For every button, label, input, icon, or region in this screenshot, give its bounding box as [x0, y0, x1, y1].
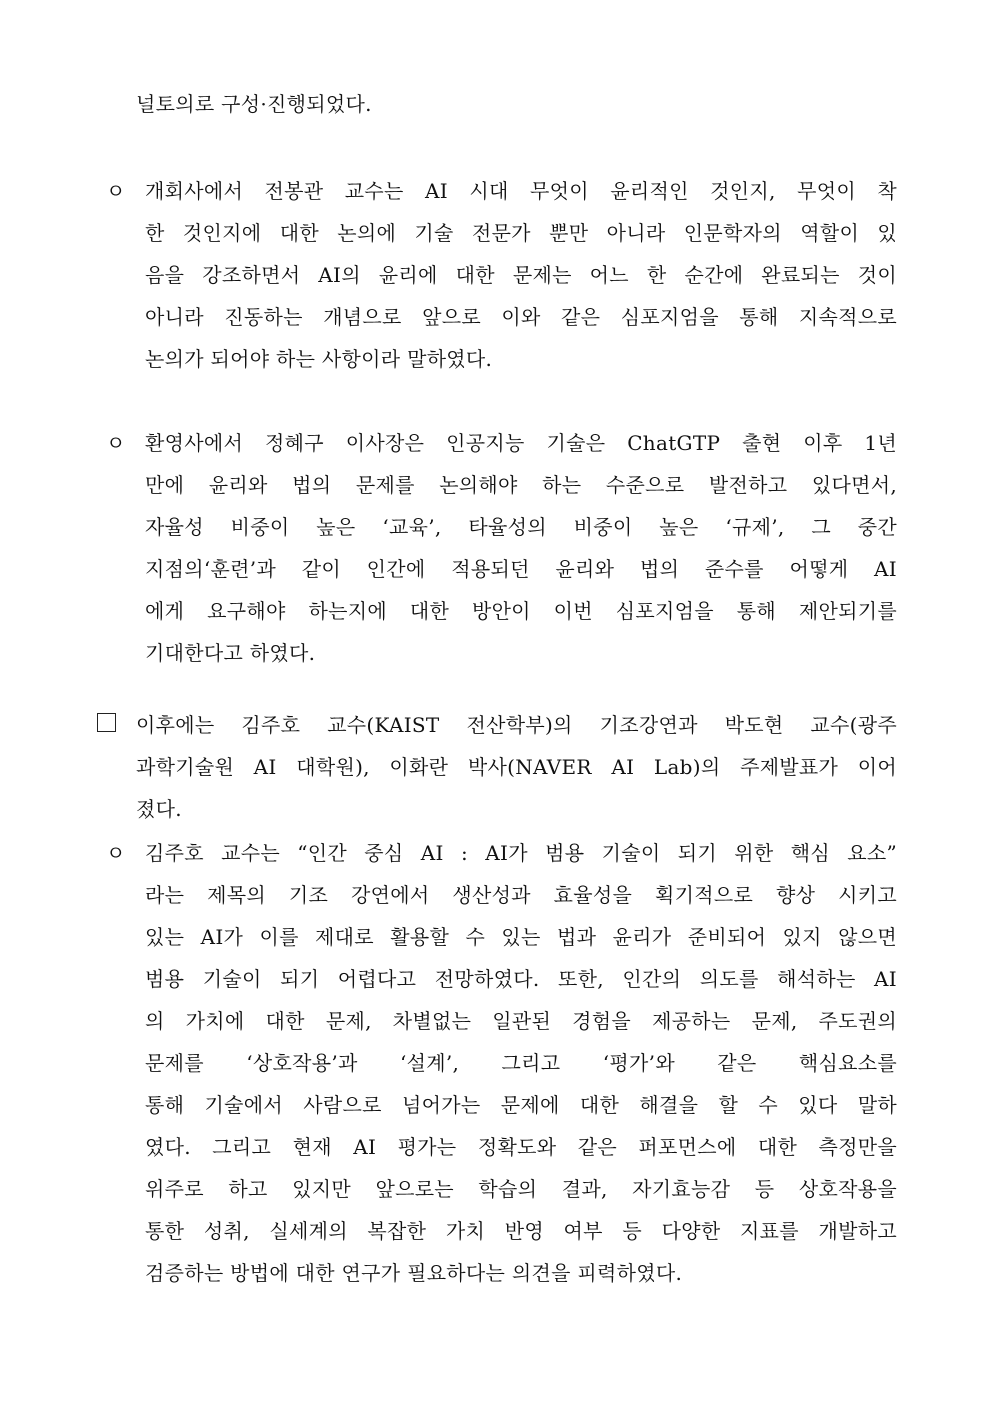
keynote-line-3: 있는 AI가 이를 제대로 활용할 수 있는 법과 윤리가 준비되어 있지 않으면 [145, 925, 897, 949]
welcome-line-6: 기대한다고 하였다. [145, 641, 316, 665]
keynote-line-8: 였다. 그리고 현재 AI 평가는 정확도와 같은 퍼포먼스에 대한 측정만을 [145, 1135, 897, 1159]
opening-line-2: 한 것인지에 대한 논의에 기술 전문가 뿐만 아니라 인문학자의 역할이 있 [145, 221, 897, 245]
keynote-line-7: 통해 기술에서 사람으로 넘어가는 문제에 대한 해결을 할 수 있다 말하 [145, 1093, 897, 1117]
bullet-marker-keynote: ㅇ [106, 841, 126, 865]
opening-line-1: 개회사에서 전봉관 교수는 AI 시대 무엇이 윤리적인 것인지, 무엇이 착 [145, 179, 897, 203]
welcome-line-5: 에게 요구해야 하는지에 대한 방안이 이번 심포지엄을 통해 제안되기를 [145, 599, 897, 623]
keynote-line-2: 라는 제목의 기조 강연에서 생산성과 효율성을 획기적으로 향상 시키고 [145, 883, 897, 907]
talks-line-2: 과학기술원 AI 대학원), 이화란 박사(NAVER AI Lab)의 주제발표가 이어 [136, 755, 897, 779]
opening-line-3: 음을 강조하면서 AI의 윤리에 대한 문제는 어느 한 순간에 완료되는 것이 [145, 263, 897, 287]
welcome-line-3: 자율성 비중이 높은 ‘교육’, 타율성의 비중이 높은 ‘규제’, 그 중간 [145, 515, 897, 539]
keynote-line-5: 의 가치에 대한 문제, 차별없는 일관된 경험을 제공하는 문제, 주도권의 [145, 1009, 897, 1033]
talks-line-1: 이후에는 김주호 교수(KAIST 전산학부)의 기조강연과 박도현 교수(광주 [136, 713, 897, 737]
welcome-line-2: 만에 윤리와 법의 문제를 논의해야 하는 수준으로 발전하고 있다면서, [145, 473, 897, 497]
keynote-line-11: 검증하는 방법에 대한 연구가 필요하다는 의견을 피력하였다. [145, 1261, 683, 1285]
section-checkbox-marker [97, 713, 116, 732]
talks-line-3: 졌다. [136, 797, 182, 821]
intro-line: 널토의로 구성·진행되었다. [136, 92, 372, 116]
opening-line-5: 논의가 되어야 하는 사항이라 말하였다. [145, 347, 493, 371]
bullet-marker-opening: ㅇ [106, 179, 126, 203]
keynote-line-4: 범용 기술이 되기 어렵다고 전망하였다. 또한, 인간의 의도를 해석하는 AI [145, 967, 897, 991]
opening-line-4: 아니라 진동하는 개념으로 앞으로 이와 같은 심포지엄을 통해 지속적으로 [145, 305, 897, 329]
keynote-line-10: 통한 성취, 실세계의 복잡한 가치 반영 여부 등 다양한 지표를 개발하고 [145, 1219, 897, 1243]
keynote-line-9: 위주로 하고 있지만 앞으로는 학습의 결과, 자기효능감 등 상호작용을 [145, 1177, 897, 1201]
keynote-line-1: 김주호 교수는 “인간 중심 AI : AI가 범용 기술이 되기 위한 핵심 요소” [145, 841, 897, 865]
welcome-line-1: 환영사에서 정혜구 이사장은 인공지능 기술은 ChatGTP 출현 이후 1년 [145, 431, 897, 455]
bullet-marker-welcome: ㅇ [106, 431, 126, 455]
keynote-line-6: 문제를 ‘상호작용’과 ‘설계’, 그리고 ‘평가’와 같은 핵심요소를 [145, 1051, 897, 1075]
welcome-line-4: 지점의‘훈련’과 같이 인간에 적용되던 윤리와 법의 준수를 어떻게 AI [145, 557, 897, 581]
